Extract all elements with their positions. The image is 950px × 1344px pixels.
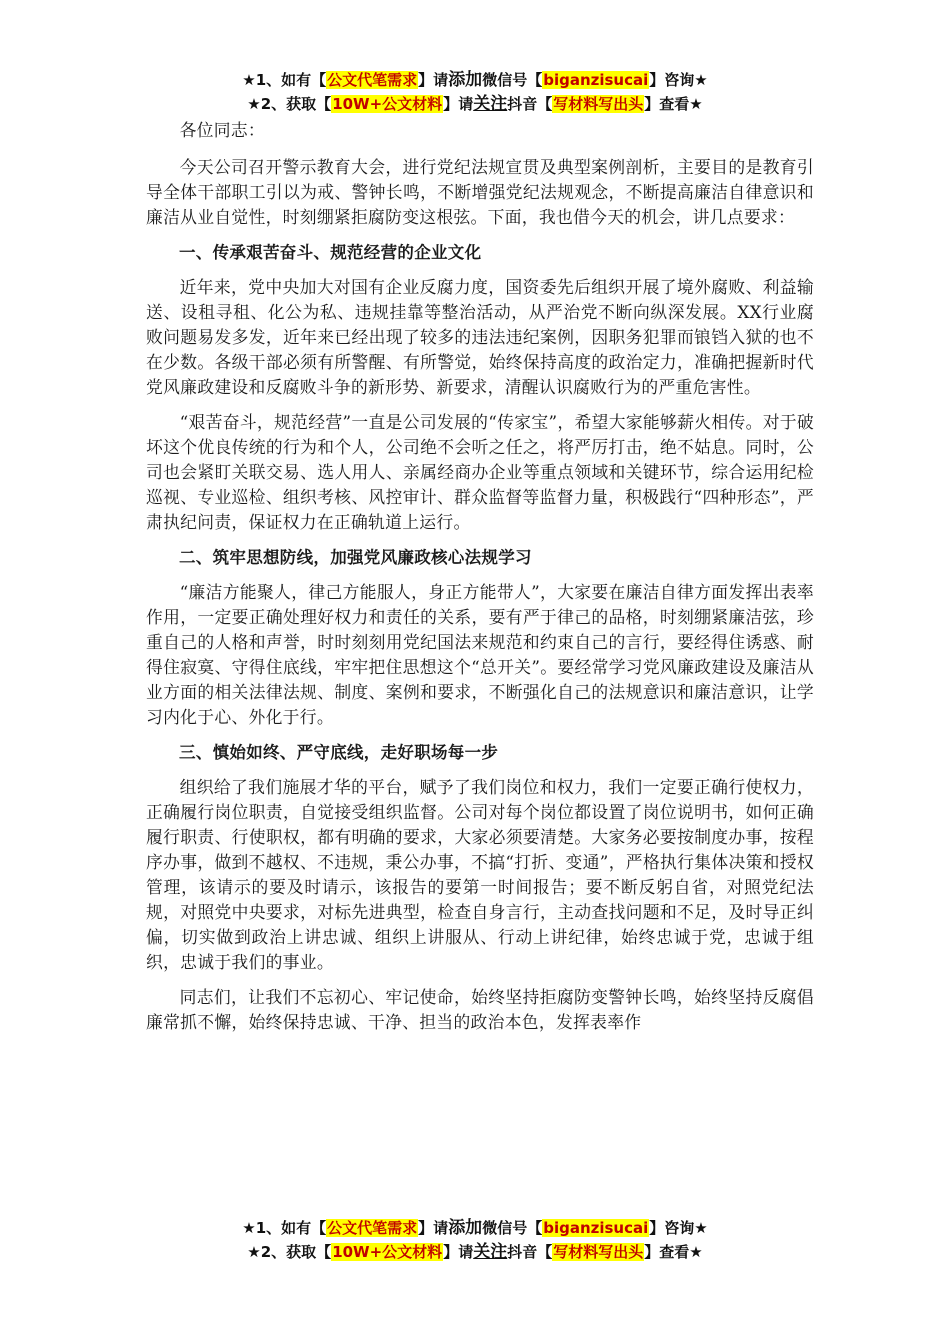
section-heading-1: 一、传承艰苦奋斗、规范经营的企业文化 <box>179 243 482 262</box>
body-paragraph: 近年来，党中央加大对国有企业反腐力度，国资委先后组织开展了境外腐败、利益输送、设租寻租、化公为私、违规挂靠等整治活动，从严治党不断向纵深发展。XX行业腐败问题易发多发，近年来已经出现了较多的违法违纪案例，因职务犯罪而锒铛入狱的也不在少数。各级干部必须有所警醒、有所警觉，始终保持高度的政治定力，准确把握新时代党风廉政建设和反腐败斗争的新形势、新要求，清醒认识腐败行为的严重危害性。 <box>146 277 814 397</box>
banner-highlight: 写材料写出头 <box>553 95 644 113</box>
banner-highlight: 公文代笔需求 <box>327 1219 418 1237</box>
banner-highlight: 公文代笔需求 <box>327 71 418 89</box>
banner-text: 抖音【 <box>507 1243 553 1261</box>
document-body <box>146 118 814 1045</box>
section-heading-2: 二、筑牢思想防线，加强党风廉政核心法规学习 <box>179 548 532 567</box>
banner-emphasis: 关注 <box>473 94 508 114</box>
banner-line-2 <box>0 1240 950 1264</box>
section-heading-3: 三、慎始如终、严守底线，走好职场每一步 <box>179 743 499 762</box>
banner-text: 】查看★ <box>644 1243 703 1261</box>
banner-text: 微信号【 <box>482 71 543 89</box>
banner-text: 】请 <box>443 1243 474 1261</box>
banner-text: 】咨询★ <box>649 71 708 89</box>
top-banner <box>0 68 950 116</box>
banner-text: 】咨询★ <box>649 1219 708 1237</box>
banner-text: ★1、如有【 <box>242 71 327 89</box>
banner-emphasis: 添加 <box>448 70 483 90</box>
banner-text: 微信号【 <box>482 1219 543 1237</box>
banner-emphasis: 关注 <box>473 1242 508 1262</box>
banner-highlight: 写材料写出头 <box>553 1243 644 1261</box>
body-paragraph: 组织给了我们施展才华的平台，赋予了我们岗位和权力，我们一定要正确行使权力，正确履行岗位职责，自觉接受组织监督。公司对每个岗位都设置了岗位说明书，如何正确履行职责、行使职权，都有明确的要求，大家必须要清楚。大家务必要按制度办事，按程序办事，做到不越权、不违规，秉公办事，不搞“打折、变通”，严格执行集体决策和授权管理，该请示的要及时请示，该报告的要第一时间报告；要不断反躬自省，对照党纪法规，对照党中央要求，对标先进典型，检查自身言行，主动查找问题和不足，及时导正纠偏，切实做到政治上讲忠诚、组织上讲服从、行动上讲纪律，始终忠诚于党，忠诚于组织，忠诚于我们的事业。 <box>146 777 814 972</box>
banner-text: ★2、获取【 <box>247 95 332 113</box>
intro-paragraph: 今天公司召开警示教育大会，进行党纪法规宣贯及典型案例剖析，主要目的是教育引导全体干部职工引以为戒、警钟长鸣，不断增强党纪法规观念，不断提高廉洁自律意识和廉洁从业自觉性，时刻绷紧拒腐防变这根弦。下面，我也借今天的机会，讲几点要求： <box>146 157 814 227</box>
banner-line-1 <box>0 1216 950 1240</box>
banner-line-1 <box>0 68 950 92</box>
banner-highlight: 10W+公文材料 <box>332 1243 443 1261</box>
banner-text: ★1、如有【 <box>242 1219 327 1237</box>
banner-text: ★2、获取【 <box>247 1243 332 1261</box>
banner-text: 】请 <box>418 1219 449 1237</box>
banner-highlight: biganzisucai <box>543 71 649 89</box>
banner-highlight: 10W+公文材料 <box>332 95 443 113</box>
banner-emphasis: 添加 <box>448 1218 483 1238</box>
salutation: 各位同志： <box>179 120 266 140</box>
banner-text: 】查看★ <box>644 95 703 113</box>
banner-line-2 <box>0 92 950 116</box>
body-paragraph: “廉洁方能聚人，律己方能服人，身正方能带人”，大家要在廉洁自律方面发挥出表率作用，一定要正确处理好权力和责任的关系，要有严于律己的品格，时刻绷紧廉洁弦，珍重自己的人格和声誉，时时刻刻用党纪国法来规范和约束自己的言行，要经得住诱惑、耐得住寂寞、守得住底线，牢牢把住思想这个“总开关”。要经常学习党风廉政建设及廉洁从业方面的相关法律法规、制度、案例和要求，不断强化自己的法规意识和廉洁意识，让学习内化于心、外化于行。 <box>146 582 814 727</box>
body-paragraph: “艰苦奋斗，规范经营”一直是公司发展的“传家宝”，希望大家能够薪火相传。对于破坏这个优良传统的行为和个人，公司绝不会听之任之，将严厉打击，绝不姑息。同时，公司也会紧盯关联交易、选人用人、亲属经商办企业等重点领域和关键环节，综合运用纪检巡视、专业巡检、组织考核、风控审计、群众监督等监督力量，积极践行“四种形态”，严肃执纪问责，保证权力在正确轨道上运行。 <box>146 412 814 532</box>
bottom-banner <box>0 1216 950 1264</box>
banner-text: 】请 <box>443 95 474 113</box>
banner-highlight: biganzisucai <box>543 1219 649 1237</box>
body-paragraph: 同志们，让我们不忘初心、牢记使命，始终坚持拒腐防变警钟长鸣，始终坚持反腐倡廉常抓不懈，始终保持忠诚、干净、担当的政治本色，发挥表率作 <box>146 987 814 1032</box>
banner-text: 】请 <box>418 71 449 89</box>
banner-text: 抖音【 <box>507 95 553 113</box>
